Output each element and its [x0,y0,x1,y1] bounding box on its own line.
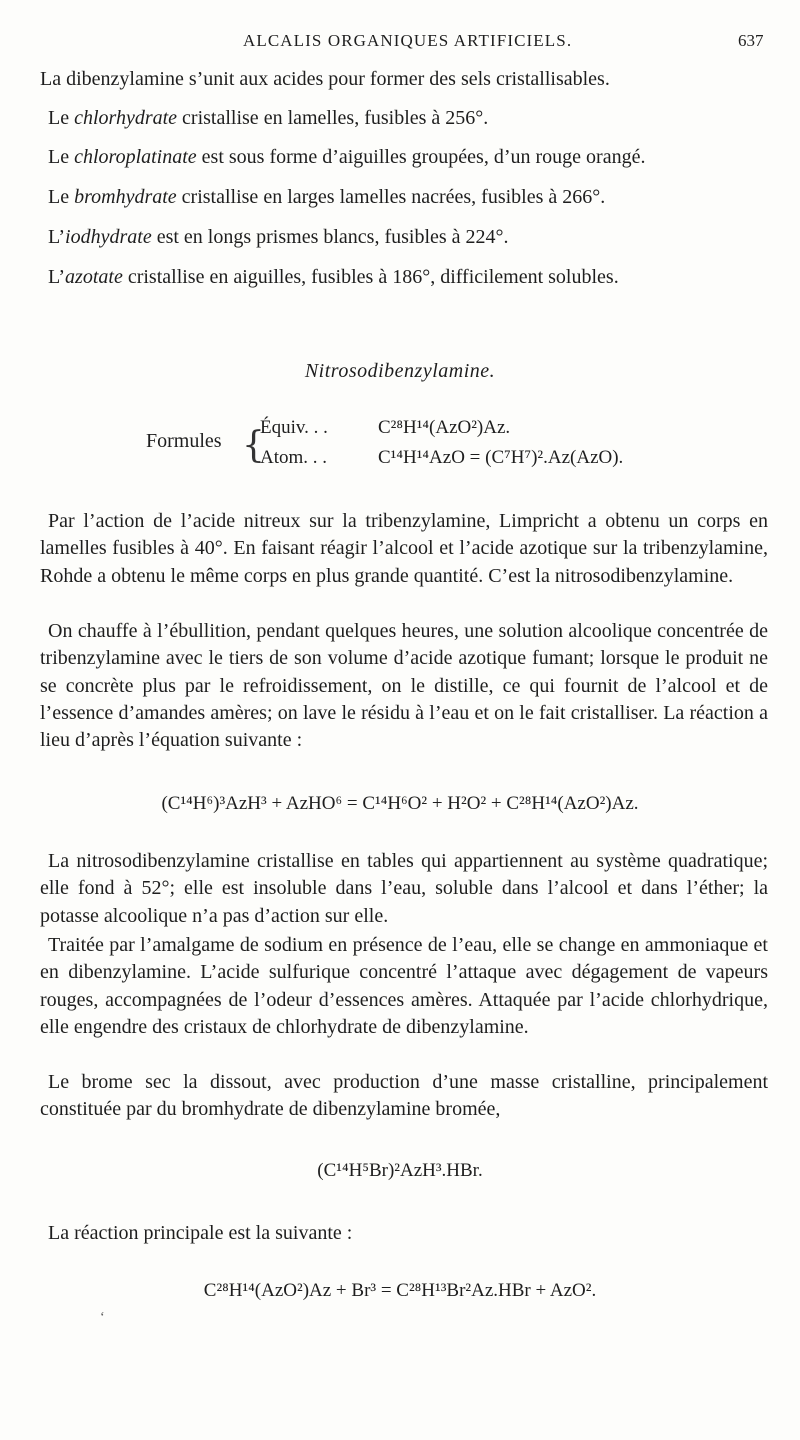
page-header [0,31,800,57]
ink-mark: ‘ [100,1310,105,1325]
paragraph-reactions: Traitée par l’amalgame de sodium en présence de l’eau, elle se change en ammoniaque et en dibenzylamine. L’acide sulfurique concentré l’attaque avec dégagement de vapeurs rouges, accompagnées de l’odeur d’essences amères. Attaquée par l’acide chlorhydrique, elle engendre des cristaux de chlorhydrate de dibenzylamine. [40,934,768,1038]
page-number: 637 [738,31,764,50]
paragraph-brome: Le brome sec la dissout, avec production d’une masse cristalline, principalement constituée par du bromhydrate de dibenzylamine bromée, [40,1071,768,1121]
brace-glyph: { [242,425,265,466]
equation-bromhydrate: (C¹⁴H⁵Br)²AzH³.HBr. [317,1160,483,1181]
salt-line-azotate: L’azotate cristallise en aiguilles, fusibles à 186°, difficilement solubles. [48,266,619,288]
formulas-label: Formules [146,430,222,452]
paragraph-properties: La nitrosodibenzylamine cristallise en tables qui appartiennent au système quadratique; elle fond à 52°; elle est insoluble dans l’eau, soluble dans l’alcool et dans l’éther; la potasse alcoolique n’a pas d’action sur elle. [40,850,768,927]
formula-row-equiv [260,417,510,439]
paragraph-reaction-principale: La réaction principale est la suivante : [48,1222,353,1244]
formula-row-atom [260,447,623,469]
salt-line-chlorhydrate: Le chlorhydrate cristallise en lamelles, fusibles à 256°. [48,107,489,129]
equation-brome: C²⁸H¹⁴(AzO²)Az + Br³ = C²⁸H¹³Br²Az.HBr + AzO². [203,1280,597,1301]
atom-formula: C¹⁴H¹⁴AzO = (C⁷H⁷)².Az(AzO). [378,447,624,468]
salt-line-iodhydrate: L’iodhydrate est en longs prismes blancs, fusibles à 224°. [48,226,509,248]
section-title: Nitrosodibenzylamine. [304,360,496,382]
equiv-formula: C²⁸H¹⁴(AzO²)Az. [378,417,511,438]
intro-line: La dibenzylamine s’unit aux acides pour former des sels cristallisables. [40,68,610,90]
running-title: ALCALIS ORGANIQUES ARTIFICIELS. [243,31,573,50]
salt-line-chloroplatinate: Le chloroplatinate est sous forme d’aiguilles groupées, d’un rouge orangé. [48,146,646,168]
equation-preparation: (C¹⁴H⁶)³AzH³ + AzHO⁶ = C¹⁴H⁶O² + H²O² + C²⁸H¹⁴(AzO²)Az. [161,793,639,814]
paragraph-preparation: On chauffe à l’ébullition, pendant quelques heures, une solution alcoolique concentrée de tribenzylamine avec le tiers de son volume d’acide azotique fumant; lorsque le produit ne se concrète plus par le refroidissement, on le distille, ce qui fournit de l’alcool et de l’essence d’amandes amères; on lave le résidu à l’eau et on le fait cristalliser. La réaction a lieu d’après l’équation suivante : [40,620,768,752]
formula-block [146,417,746,477]
salt-line-bromhydrate: Le bromhydrate cristallise en larges lamelles nacrées, fusibles à 266°. [48,186,606,208]
atom-label: Atom. . . [260,447,328,468]
equiv-label: Équiv. . . [260,417,328,438]
paragraph-limpricht: Par l’action de l’acide nitreux sur la tribenzylamine, Limpricht a obtenu un corps en lamelles fusibles à 40°. En faisant réagir l’alcool et l’acide azotique sur la tribenzylamine, Rohde a obtenu le même corps en plus grande quantité. C’est la nitrosodibenzylamine. [40,510,768,587]
